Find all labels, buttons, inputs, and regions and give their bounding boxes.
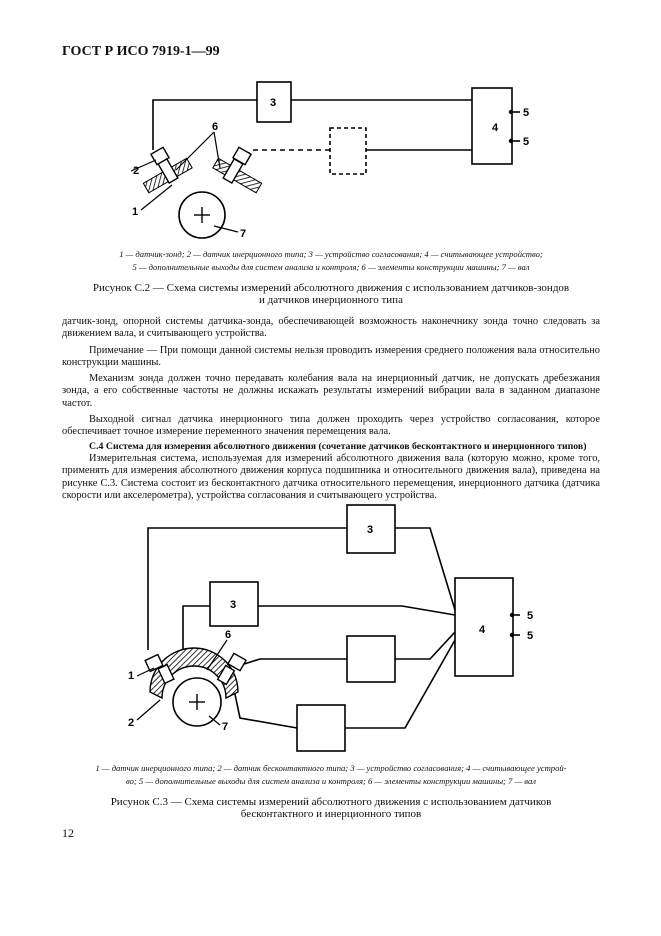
figure-c2-diagram [0, 0, 661, 250]
paragraph-2: Механизм зонда должен точно передавать колебания вала на инерционный датчик, не допускать дребезжания зонда, а его собственные частоты не должны искажать результаты измерений вибрации вала в заданном диапазоне частот. [62, 373, 600, 409]
document-header: ГОСТ Р ИСО 7919-1—99 [62, 44, 220, 59]
paragraph-4: Измерительная система, используемая для измерений абсолютного движения вала (которую можно, кроме того, применять для измерения абсолютного движения корпуса подшипника и относительного движения вала), приведена на рисунке С.3. Система состоит из бесконтактного датчика относительного перемещения, инерционного датчика (датчика скорости или акселерометра), устройства согласования и считывающего устройства. [62, 452, 600, 501]
c3-label-4: 4 [479, 624, 486, 636]
c2-label-6: 6 [212, 121, 219, 133]
note-paragraph [62, 345, 600, 370]
c3-caption-line1: Рисунок С.3 — Схема системы измерений абсолютного движения с использованием датчиков [110, 796, 552, 808]
c3-label-2: 2 [128, 717, 135, 729]
paragraph-1: датчик-зонд, опорной системы датчика-зонда, обеспечивающей возможность наконечнику зонда точно следовать за движением вала, и считывающего устройства. [62, 316, 600, 340]
c2-label-5a: 5 [523, 107, 530, 119]
c2-caption-line2: и датчиков инерционного типа [259, 294, 403, 306]
c2-block-dashed [330, 128, 366, 174]
c2-caption-line1: Рисунок С.2 — Схема системы измерений абсолютного движения с использованием датчиков-зондов [92, 282, 570, 294]
page-number: 12 [62, 826, 74, 840]
c2-label-3: 3 [270, 97, 277, 109]
note-text: — При помощи данной системы нельзя проводить измерения среднего положения вала относительно конструкции машины. [62, 344, 600, 368]
c2-legend-line2: 5 — дополнительные выходы для систем анализа и контроля; 6 — элементы конструкции машины; 7 — вал [132, 262, 530, 272]
c3-label-1: 1 [128, 670, 135, 682]
figure-c3-diagram [0, 490, 661, 760]
note-label: Примечание [89, 344, 144, 356]
c3-label-3a: 3 [367, 524, 374, 536]
c2-legend-line1: 1 — датчик-зонд; 2 — датчик инерционного типа; 3 — устройство согласования; 4 — считывающее устройство; [119, 249, 543, 259]
c3-block-blank-2 [297, 705, 345, 751]
c3-label-5b: 5 [527, 630, 534, 642]
c2-wire [153, 100, 257, 150]
c2-legend [62, 248, 600, 274]
c2-label-4: 4 [492, 122, 499, 134]
c3-legend-line1: 1 — датчик инерционного типа; 2 — датчик бесконтактного типа; 3 — устройство согласования; 4 — считывающее устрой- [95, 763, 567, 773]
c3-label-5a: 5 [527, 610, 534, 622]
c3-caption-line2: бесконтактного и инерционного типов [240, 808, 422, 820]
c3-legend [62, 762, 600, 788]
c2-label-5b: 5 [523, 136, 530, 148]
c3-block-blank-1 [347, 636, 395, 682]
c3-label-7: 7 [222, 721, 229, 733]
paragraph-3: Выходной сигнал датчика инерционного типа должен проходить через устройство согласования, которое обеспечивает точное измерение переменного значения перемещения вала. [62, 414, 600, 438]
c2-label-1: 1 [132, 206, 139, 218]
c3-label-3b: 3 [230, 599, 237, 611]
c3-caption [62, 796, 600, 820]
c3-label-6: 6 [225, 629, 232, 641]
c3-legend-line2: во; 5 — дополнительные выходы для систем анализа и контроля; 6 — элементы конструкции машины; 7 — вал [125, 776, 537, 786]
c2-label-7: 7 [240, 228, 247, 240]
body-text [62, 316, 600, 502]
c2-caption [62, 282, 600, 306]
c2-label-2: 2 [133, 165, 140, 177]
section-title: С.4 Система для измерения абсолютного движения (сочетание датчиков бесконтактного и инерционного типов) [89, 440, 587, 452]
